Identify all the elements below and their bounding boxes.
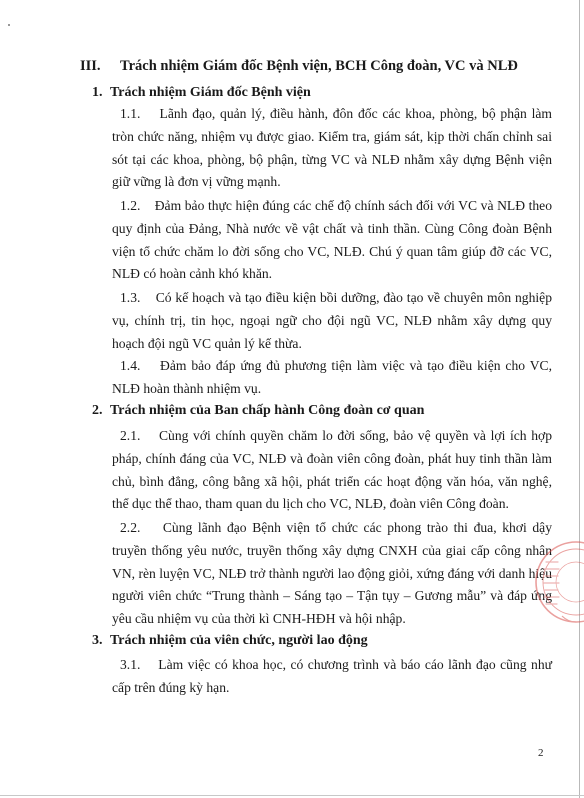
paragraph-number: 1.2. (120, 198, 141, 213)
section-heading (80, 58, 518, 75)
paragraph-number: 1.4. (120, 358, 141, 373)
subsection-number: 2. (92, 403, 103, 418)
paragraph-text: Lãnh đạo, quản lý, điều hành, đôn đốc các khoa, phòng, bộ phận làm tròn chức năng, nhiệm vụ được giao. Kiểm tra, giám sát, kịp thời chấn chỉnh sai sót tại các khoa, phòng, bộ phận, từng VC và NLĐ nhằm xây dựng Bệnh viện giữ vững là đơn vị vững mạnh. (112, 106, 552, 190)
paragraph-text: Có kế hoạch và tạo điều kiện bồi dưỡng, đào tạo về chuyên môn nghiệp vụ, chính trị, tin học, ngoại ngữ cho đội ngũ VC, NLĐ nhằm xây dựng quy hoạch đội ngũ VC quản lý kế thừa. (112, 290, 552, 351)
page-edge-right (579, 0, 580, 798)
paragraph-2-2 (112, 517, 552, 631)
paragraph-number: 1.1. (120, 106, 141, 121)
page-number: 2 (538, 747, 544, 759)
subsection-number: 1. (92, 85, 103, 100)
paragraph-1-3 (112, 287, 552, 355)
subsection-heading-3 (92, 633, 368, 649)
section-title: Trách nhiệm Giám đốc Bệnh viện, BCH Công đoàn, VC và NLĐ (120, 58, 518, 74)
official-stamp (532, 536, 584, 628)
paragraph-text: Cùng với chính quyền chăm lo đời sống, bảo vệ quyền và lợi ích hợp pháp, chính đáng của VC, NLĐ và đoàn viên công đoàn, phát huy tinh thần làm chủ, bình đẳng, công bằng xã hội, phát triển các hoạt động văn hóa, văn nghệ, thể dục thể thao, tham quan du lịch cho VC, NLĐ, đoàn viên Công đoàn. (112, 428, 553, 512)
paragraph-number: 1.3. (120, 290, 141, 305)
paragraph-number: 2.2. (120, 520, 141, 535)
paragraph-text: Đảm bảo đáp ứng đủ phương tiện làm việc và tạo điều kiện cho VC, NLĐ hoàn thành nhiệm vụ. (112, 358, 552, 396)
paragraph-number: 2.1. (120, 428, 141, 443)
paragraph-1-2 (112, 195, 552, 286)
subsection-number: 3. (92, 633, 103, 648)
paragraph-1-1 (112, 103, 552, 194)
paragraph-2-1 (112, 425, 552, 516)
subsection-title: Trách nhiệm của Ban chấp hành Công đoàn cơ quan (110, 403, 425, 418)
paragraph-3-1 (112, 654, 552, 700)
subsection-title: Trách nhiệm của viên chức, người lao động (110, 633, 368, 648)
paragraph-text: Đảm bảo thực hiện đúng các chế độ chính sách đối với VC và NLĐ theo quy định của Đảng, Nhà nước về vật chất và tinh thần. Cùng Công đoàn Bệnh viện tổ chức chăm lo đời sống cho VC, NLĐ. Chú ý quan tâm giúp đỡ các VC, NLĐ có hoàn cảnh khó khăn. (112, 198, 552, 282)
subsection-heading-1 (92, 85, 311, 101)
section-number: III. (80, 58, 101, 74)
paragraph-1-4 (112, 355, 552, 401)
paragraph-text: Làm việc có khoa học, có chương trình và báo cáo lãnh đạo cũng như cấp trên đúng kỳ hạn. (112, 657, 553, 695)
paragraph-number: 3.1. (120, 657, 141, 672)
stamp-graphic (532, 536, 584, 628)
paragraph-text: Cùng lãnh đạo Bệnh viện tổ chức các phong trào thi đua, khơi dậy truyền thống yêu nước, truyền thống xây dựng CNXH của giai cấp công nhân VN, rèn luyện VC, NLĐ trở thành người lao động giỏi, xứng đáng với danh hiệu người viên chức “Trung thành – Sáng tạo – Tận tụy – Gương mẫu” và đáp ứng yêu cầu nhiệm vụ của thời kì CNH-HĐH và hội nhập. (112, 520, 553, 627)
scan-speck (8, 24, 10, 26)
page-edge-bottom (0, 795, 584, 796)
subsection-heading-2 (92, 403, 424, 419)
subsection-title: Trách nhiệm Giám đốc Bệnh viện (110, 85, 311, 100)
